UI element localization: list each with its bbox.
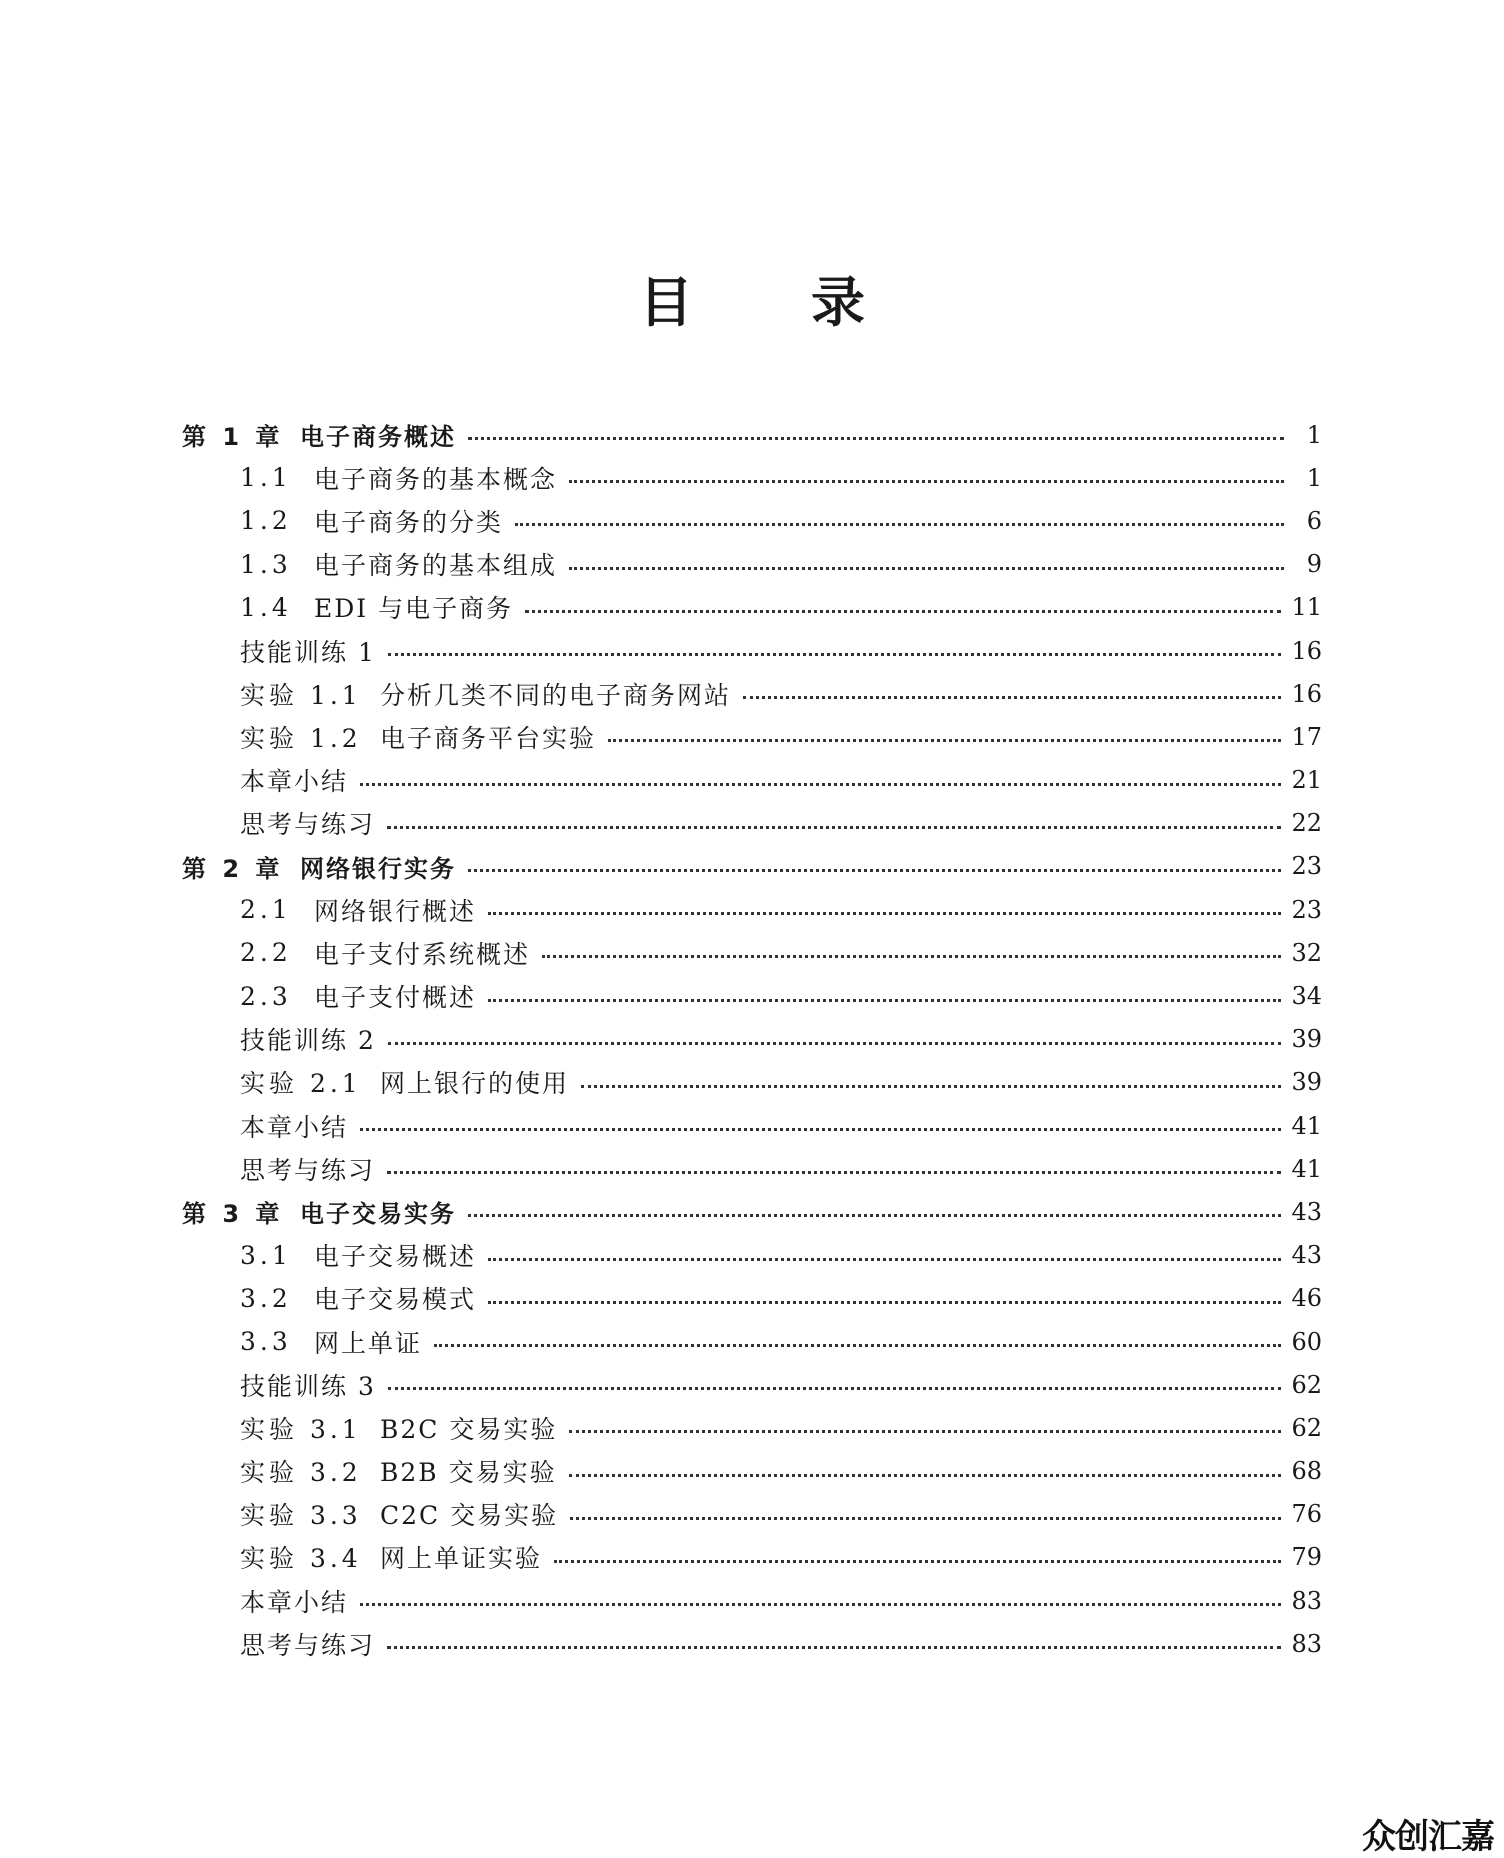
dot-leader xyxy=(468,437,1284,440)
toc-entry-page-number: 46 xyxy=(1291,1284,1322,1313)
toc-section-entry[interactable] xyxy=(182,1622,1322,1665)
toc-entry-number: 1.4 xyxy=(240,592,292,622)
toc-entry-page-number: 11 xyxy=(1291,593,1322,622)
toc-entry-page-number: 76 xyxy=(1291,1500,1322,1529)
dot-leader xyxy=(515,523,1284,526)
dot-leader xyxy=(554,1560,1281,1563)
toc-entry-page-number: 68 xyxy=(1291,1457,1322,1486)
toc-entry-label xyxy=(240,1410,557,1446)
toc-section-entry[interactable] xyxy=(182,1579,1322,1622)
toc-entry-number: 实验 3.1 xyxy=(240,1414,362,1444)
toc-entry-label xyxy=(182,849,456,884)
toc-entry-page-number: 43 xyxy=(1291,1241,1322,1270)
toc-section-entry[interactable] xyxy=(182,1104,1322,1147)
toc-entry-page-number: 34 xyxy=(1291,982,1322,1011)
toc-entry-page-number: 32 xyxy=(1291,938,1322,967)
toc-entry-title: 电子商务的分类 xyxy=(314,507,504,537)
toc-entry-title: EDI 与电子商务 xyxy=(314,594,514,624)
toc-entry-label xyxy=(240,1108,348,1144)
toc-chapter-entry[interactable] xyxy=(182,413,1322,456)
toc-entry-page-number: 83 xyxy=(1291,1629,1322,1658)
toc-entry-title: 电子支付系统概述 xyxy=(314,939,531,969)
toc-entry-page-number: 39 xyxy=(1291,1025,1322,1054)
toc-section-entry[interactable] xyxy=(182,586,1322,629)
dot-leader xyxy=(388,1387,1282,1390)
toc-entry-label xyxy=(240,1237,476,1273)
dot-leader xyxy=(488,1301,1281,1304)
toc-section-entry[interactable] xyxy=(182,1493,1322,1536)
toc-entry-page-number: 22 xyxy=(1291,809,1322,838)
dot-leader xyxy=(468,1214,1281,1217)
toc-entry-label xyxy=(240,633,376,669)
toc-entry-number: 1.3 xyxy=(240,549,292,579)
dot-leader xyxy=(488,1258,1281,1261)
dot-leader xyxy=(360,1128,1281,1131)
toc-entry-page-number: 1 xyxy=(1306,420,1322,449)
toc-entry-label xyxy=(240,546,557,582)
dot-leader xyxy=(388,653,1282,656)
toc-entry-number: 第 2 章 xyxy=(182,854,284,883)
dot-leader xyxy=(608,739,1281,742)
toc-entry-page-number: 62 xyxy=(1291,1370,1322,1399)
toc-entry-title: 网上单证实验 xyxy=(380,1544,543,1574)
page-title xyxy=(0,268,1504,338)
dot-leader xyxy=(360,1603,1281,1606)
toc-entry-number: 2.3 xyxy=(240,981,292,1011)
dot-leader xyxy=(488,912,1281,915)
toc-entry-title: 电子商务平台实验 xyxy=(380,723,597,753)
toc-entry-page-number: 6 xyxy=(1306,506,1322,535)
toc-chapter-entry[interactable] xyxy=(182,845,1322,888)
toc-section-entry[interactable] xyxy=(182,629,1322,672)
watermark-logo: 众创汇嘉 xyxy=(1362,1816,1494,1857)
toc-entry-number: 1.2 xyxy=(240,506,292,536)
toc-entry-page-number: 16 xyxy=(1291,636,1322,665)
toc-entry-title: 电子交易实务 xyxy=(300,1200,456,1229)
toc-entry-number: 第 3 章 xyxy=(182,1200,284,1229)
toc-entry-label xyxy=(240,1626,375,1662)
toc-entry-label xyxy=(240,892,476,928)
toc-entry-label xyxy=(240,1583,348,1619)
dot-leader xyxy=(387,826,1281,829)
toc-entry-page-number: 79 xyxy=(1291,1543,1322,1572)
toc-entry-title: 思考与练习 xyxy=(240,810,376,840)
dot-leader xyxy=(360,783,1281,786)
dot-leader xyxy=(468,869,1281,872)
toc-entry-title: 本章小结 xyxy=(240,1587,349,1617)
toc-entry-title: 网上银行的使用 xyxy=(380,1069,570,1099)
toc-entry-number: 1.1 xyxy=(240,463,292,493)
dot-leader xyxy=(388,1042,1282,1045)
toc-entry-label xyxy=(240,1324,422,1360)
toc-chapter-entry[interactable] xyxy=(182,1190,1322,1233)
toc-entry-number: 实验 3.2 xyxy=(240,1458,362,1488)
toc-entry-page-number: 62 xyxy=(1291,1413,1322,1442)
table-of-contents xyxy=(182,413,1322,1665)
dot-leader xyxy=(434,1344,1281,1347)
toc-section-entry[interactable] xyxy=(182,1363,1322,1406)
toc-entry-title: 电子交易模式 xyxy=(314,1285,477,1315)
page-title-char-1: 目 xyxy=(639,271,693,334)
dot-leader xyxy=(581,1085,1281,1088)
toc-entry-number: 实验 1.2 xyxy=(240,723,362,753)
toc-entry-number: 实验 1.1 xyxy=(240,680,362,710)
dot-leader xyxy=(569,1430,1281,1433)
toc-entry-number: 第 1 章 xyxy=(182,423,284,452)
toc-entry-title: 电子交易概述 xyxy=(314,1242,477,1272)
toc-entry-page-number: 83 xyxy=(1291,1586,1322,1615)
toc-entry-label xyxy=(240,676,731,712)
toc-entry-label xyxy=(182,417,456,452)
toc-entry-label xyxy=(240,1496,558,1532)
toc-entry-number: 3.3 xyxy=(240,1327,292,1357)
toc-entry-page-number: 23 xyxy=(1291,895,1322,924)
toc-entry-label xyxy=(240,935,530,971)
toc-section-entry[interactable] xyxy=(182,802,1322,845)
dot-leader xyxy=(542,955,1281,958)
dot-leader xyxy=(488,999,1281,1002)
toc-entry-title: 本章小结 xyxy=(240,1112,349,1142)
toc-entry-label xyxy=(240,978,476,1014)
toc-entry-title: 思考与练习 xyxy=(240,1630,376,1660)
toc-entry-page-number: 41 xyxy=(1291,1154,1322,1183)
toc-entry-label xyxy=(240,1539,542,1575)
toc-section-entry[interactable] xyxy=(182,1406,1322,1449)
toc-entry-number: 实验 3.3 xyxy=(240,1501,362,1531)
toc-section-entry[interactable] xyxy=(182,543,1322,586)
toc-entry-title: 技能训练 3 xyxy=(240,1371,376,1401)
toc-entry-label xyxy=(240,805,375,841)
toc-section-entry[interactable] xyxy=(182,499,1322,542)
dot-leader xyxy=(570,1517,1281,1520)
toc-entry-title: 技能训练 1 xyxy=(240,637,376,667)
toc-entry-title: 电子支付概述 xyxy=(314,983,477,1013)
toc-section-entry[interactable] xyxy=(182,456,1322,499)
toc-section-entry[interactable] xyxy=(182,1147,1322,1190)
toc-entry-page-number: 41 xyxy=(1291,1111,1322,1140)
toc-entry-page-number: 23 xyxy=(1291,852,1322,881)
toc-entry-title: 网络银行实务 xyxy=(300,854,456,883)
toc-entry-title: 网络银行概述 xyxy=(314,896,477,926)
toc-entry-label xyxy=(240,1367,376,1403)
toc-entry-title: 技能训练 2 xyxy=(240,1026,376,1056)
page-title-char-2: 录 xyxy=(811,271,865,334)
toc-section-entry[interactable] xyxy=(182,759,1322,802)
toc-entry-label xyxy=(240,1151,375,1187)
toc-entry-page-number: 60 xyxy=(1291,1327,1322,1356)
toc-entry-label xyxy=(240,762,348,798)
toc-entry-label xyxy=(240,1064,569,1100)
toc-entry-label xyxy=(240,1021,376,1057)
dot-leader xyxy=(569,567,1284,570)
toc-entry-number: 3.2 xyxy=(240,1283,292,1313)
toc-entry-label xyxy=(240,1280,476,1316)
toc-section-entry[interactable] xyxy=(182,715,1322,758)
dot-leader xyxy=(569,1474,1282,1477)
toc-entry-page-number: 39 xyxy=(1291,1068,1322,1097)
toc-entry-page-number: 21 xyxy=(1291,766,1322,795)
toc-entry-page-number: 17 xyxy=(1291,722,1322,751)
toc-entry-title: 电子商务概述 xyxy=(300,423,456,452)
toc-entry-title: 电子商务的基本组成 xyxy=(314,551,558,581)
toc-entry-title: 电子商务的基本概念 xyxy=(314,464,558,494)
toc-section-entry[interactable] xyxy=(182,974,1322,1017)
dot-leader xyxy=(569,480,1284,483)
toc-entry-title: B2C 交易实验 xyxy=(380,1414,558,1444)
dot-leader xyxy=(387,1171,1281,1174)
toc-entry-title: 本章小结 xyxy=(240,767,349,797)
toc-entry-label xyxy=(182,1194,456,1229)
toc-section-entry[interactable] xyxy=(182,1277,1322,1320)
toc-section-entry[interactable] xyxy=(182,1536,1322,1579)
toc-entry-label xyxy=(240,460,557,496)
toc-entry-number: 2.2 xyxy=(240,938,292,968)
toc-entry-label xyxy=(240,503,503,539)
toc-entry-title: C2C 交易实验 xyxy=(380,1501,559,1531)
toc-section-entry[interactable] xyxy=(182,1320,1322,1363)
toc-entry-label xyxy=(240,589,513,625)
dot-leader xyxy=(525,610,1281,613)
toc-entry-number: 实验 3.4 xyxy=(240,1544,362,1574)
toc-entry-page-number: 43 xyxy=(1291,1197,1322,1226)
toc-section-entry[interactable] xyxy=(182,1450,1322,1493)
toc-entry-label xyxy=(240,1453,557,1489)
toc-section-entry[interactable] xyxy=(182,1061,1322,1104)
toc-entry-number: 2.1 xyxy=(240,895,292,925)
toc-entry-page-number: 1 xyxy=(1306,463,1322,492)
toc-section-entry[interactable] xyxy=(182,1234,1322,1277)
toc-entry-number: 实验 2.1 xyxy=(240,1069,362,1099)
toc-section-entry[interactable] xyxy=(182,931,1322,974)
toc-entry-page-number: 16 xyxy=(1291,679,1322,708)
toc-section-entry[interactable] xyxy=(182,1018,1322,1061)
dot-leader xyxy=(743,696,1281,699)
toc-entry-title: 网上单证 xyxy=(314,1328,423,1358)
dot-leader xyxy=(387,1646,1281,1649)
toc-entry-title: 思考与练习 xyxy=(240,1155,376,1185)
toc-entry-label xyxy=(240,719,596,755)
toc-entry-title: 分析几类不同的电子商务网站 xyxy=(380,680,732,710)
toc-section-entry[interactable] xyxy=(182,672,1322,715)
toc-entry-number: 3.1 xyxy=(240,1240,292,1270)
toc-entry-title: B2B 交易实验 xyxy=(380,1458,557,1488)
toc-entry-page-number: 9 xyxy=(1306,550,1322,579)
toc-section-entry[interactable] xyxy=(182,888,1322,931)
